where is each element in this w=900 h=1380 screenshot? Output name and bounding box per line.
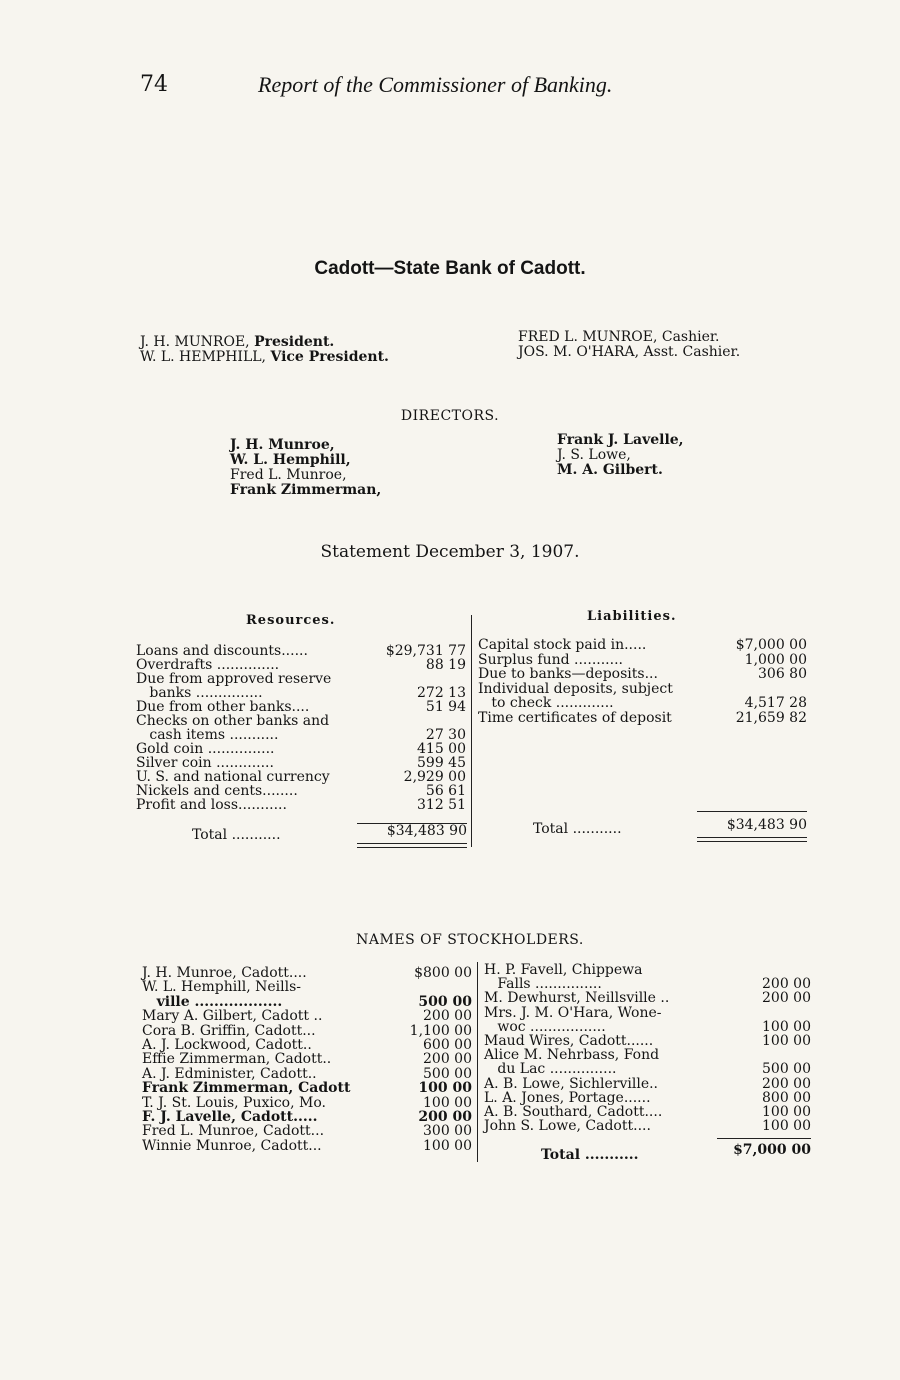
liabilities-total-amount: $34,483 90	[726, 817, 807, 833]
double-rule	[357, 847, 467, 848]
row-amount: 21,659 82	[735, 709, 807, 726]
row-label: J. H. Munroe, Cadott....	[142, 965, 307, 981]
director-name: Fred L. Munroe,	[230, 467, 347, 483]
row-label: ville ..................	[142, 993, 283, 1010]
row-label: F. J. Lavelle, Cadott.....	[142, 1109, 318, 1125]
row-label: Frank Zimmerman, Cadott	[142, 1080, 351, 1097]
resources-table	[136, 644, 466, 819]
row-amount: 100 00	[423, 1137, 472, 1154]
row-label: Surplus fund ...........	[478, 651, 623, 668]
row-amount: 1,000 00	[744, 651, 807, 668]
total-rule	[697, 811, 807, 812]
liabilities-table	[478, 638, 806, 738]
total-rule	[717, 1138, 811, 1139]
row-label: Individual deposits, subject	[478, 680, 673, 697]
row-amount: 1,100 00	[409, 1022, 472, 1039]
column-divider	[477, 962, 478, 1162]
stockholders-total-label: Total ...........	[541, 1147, 639, 1163]
row-label: Falls ...............	[484, 976, 602, 993]
row-label: Loans and discounts......	[136, 643, 308, 659]
officer-role: Vice President.	[270, 349, 389, 365]
row-label: woc .................	[484, 1018, 606, 1035]
bank-title: Cadott—State Bank of Cadott.	[314, 258, 586, 279]
stockholders-left	[142, 966, 472, 1156]
row-label: A. B. Lowe, Sichlerville..	[484, 1075, 659, 1092]
resources-heading: Resources.	[246, 613, 336, 628]
liabilities-heading: Liabilities.	[587, 609, 677, 624]
row-amount: 300 00	[423, 1123, 472, 1140]
row-amount: 27 30	[425, 727, 466, 743]
double-rule	[357, 843, 467, 844]
officer-name: J. H. MUNROE,	[140, 334, 250, 350]
row-amount: 2,929 00	[403, 769, 466, 785]
row-label: Fred L. Munroe, Cadott...	[142, 1123, 325, 1140]
officer-role: President.	[254, 334, 335, 350]
director-name: J. S. Lowe,	[557, 447, 631, 463]
row-label: Cora B. Griffin, Cadott...	[142, 1022, 316, 1039]
row-amount: 100 00	[423, 1094, 472, 1111]
row-amount: 200 00	[762, 976, 811, 993]
row-amount: 88 19	[425, 657, 466, 673]
row-amount: 800 00	[762, 1089, 811, 1106]
directors-heading: DIRECTORS.	[400, 408, 500, 424]
row-label: Effie Zimmerman, Cadott..	[142, 1051, 332, 1068]
row-label: Due to banks—deposits...	[478, 666, 658, 682]
row-label: du Lac ...............	[484, 1061, 617, 1078]
running-title: Report of the Commissioner of Banking.	[258, 72, 613, 97]
officer-name: W. L. HEMPHILL,	[140, 349, 267, 365]
row-amount: $7,000 00	[735, 637, 807, 653]
stockholders-heading: NAMES OF STOCKHOLDERS.	[356, 932, 584, 948]
director-name: Frank J. Lavelle,	[557, 432, 684, 448]
row-label: W. L. Hemphill, Neills-	[142, 979, 302, 996]
director-name: Frank Zimmerman,	[230, 482, 382, 498]
officer-vice-president	[140, 350, 389, 365]
officer-asst-cashier	[518, 345, 740, 360]
row-label: A. J. Edminister, Cadott..	[142, 1065, 317, 1082]
page-number: 74	[140, 72, 168, 97]
row-label: Profit and loss...........	[136, 797, 287, 813]
row-label: Maud Wires, Cadott......	[484, 1033, 654, 1049]
row-label: Due from other banks....	[136, 699, 310, 715]
row-label: Due from approved reserve	[136, 671, 332, 687]
row-label: Winnie Munroe, Cadott...	[142, 1137, 322, 1154]
row-label: Capital stock paid in.....	[478, 637, 647, 653]
row-amount: 200 00	[423, 1008, 472, 1025]
row-amount: 415 00	[417, 741, 466, 757]
row-label: to check .............	[478, 695, 614, 711]
officer-name: JOS. M. O'HARA,	[518, 344, 640, 360]
column-divider	[471, 615, 472, 847]
director-name: W. L. Hemphill,	[230, 452, 351, 468]
row-label: Nickels and cents........	[136, 783, 298, 799]
row-label: L. A. Jones, Portage......	[484, 1089, 651, 1106]
officer-role: Asst. Cashier.	[643, 344, 741, 360]
row-amount: $800 00	[414, 965, 472, 981]
row-label: Silver coin .............	[136, 755, 274, 771]
resources-total-amount: $34,483 90	[386, 823, 467, 839]
row-amount: 100 00	[762, 1118, 811, 1135]
officer-president	[140, 335, 389, 350]
row-amount: 4,517 28	[744, 695, 807, 711]
row-label: banks ...............	[136, 685, 263, 701]
row-amount: 200 00	[418, 1109, 472, 1125]
double-rule	[697, 841, 807, 842]
double-rule	[697, 837, 807, 838]
row-amount: 500 00	[762, 1061, 811, 1078]
liabilities-total-label: Total ...........	[533, 821, 622, 837]
officer-cashier	[518, 330, 740, 345]
row-label: A. J. Lockwood, Cadott..	[142, 1037, 312, 1053]
row-amount: $29,731 77	[385, 643, 466, 659]
row-amount: 100 00	[762, 1104, 811, 1120]
resources-total-label: Total ...........	[192, 827, 281, 843]
row-amount: 200 00	[762, 1075, 811, 1092]
row-label: Alice M. Nehrbass, Fond	[484, 1047, 660, 1064]
row-amount: 100 00	[762, 1018, 811, 1035]
stockholders-right	[484, 963, 811, 1138]
row-amount: 312 51	[417, 797, 466, 813]
officer-name: FRED L. MUNROE,	[518, 329, 658, 345]
row-amount: 600 00	[423, 1037, 472, 1053]
row-label: Checks on other banks and	[136, 713, 330, 729]
row-amount: 56 61	[425, 783, 466, 799]
officers-left	[140, 335, 389, 365]
officers-right	[518, 330, 740, 360]
directors-left	[230, 438, 381, 498]
row-label: Gold coin ...............	[136, 741, 275, 757]
director-name: M. A. Gilbert.	[557, 462, 663, 478]
row-label: H. P. Favell, Chippewa	[484, 962, 643, 978]
row-label: Overdrafts ..............	[136, 657, 280, 673]
row-label: cash items ...........	[136, 727, 279, 743]
stockholders-total-amount: $7,000 00	[733, 1142, 811, 1158]
row-label: Mrs. J. M. O'Hara, Wone-	[484, 1004, 662, 1021]
officer-role: Cashier.	[661, 329, 720, 345]
row-amount: 500 00	[423, 1065, 472, 1082]
directors-right	[557, 433, 684, 478]
row-label: Mary A. Gilbert, Cadott ..	[142, 1008, 323, 1025]
row-label: Time certificates of deposit	[478, 709, 672, 726]
row-amount: 51 94	[425, 699, 466, 715]
row-amount: 200 00	[762, 990, 811, 1007]
row-label: U. S. and national currency	[136, 769, 330, 785]
row-amount: 306 80	[758, 666, 807, 682]
row-amount: 200 00	[423, 1051, 472, 1068]
row-label: T. J. St. Louis, Puxico, Mo.	[142, 1094, 326, 1111]
row-amount: 272 13	[417, 685, 466, 701]
director-name: J. H. Munroe,	[230, 437, 335, 453]
row-label: A. B. Southard, Cadott....	[484, 1104, 663, 1120]
row-amount: 599 45	[417, 755, 466, 771]
row-label: M. Dewhurst, Neillsville ..	[484, 990, 670, 1007]
row-label: John S. Lowe, Cadott....	[484, 1118, 651, 1135]
row-amount: 500 00	[418, 993, 472, 1010]
statement-title: Statement December 3, 1907.	[320, 542, 580, 562]
row-amount: 100 00	[762, 1033, 811, 1049]
row-amount: 100 00	[418, 1080, 472, 1097]
